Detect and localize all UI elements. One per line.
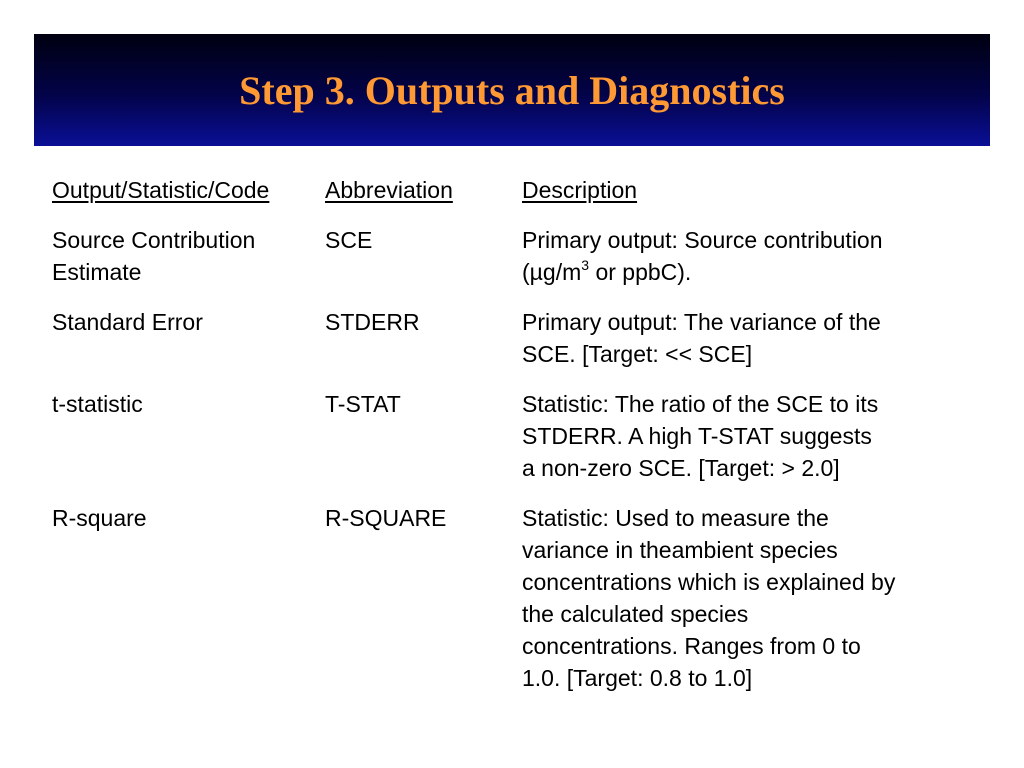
description-text-end: or ppbC). — [589, 259, 692, 285]
cell-description: Primary output: The variance of the SCE. [Target: << SCE] — [522, 309, 881, 367]
header-abbreviation: Abbreviation — [325, 177, 453, 203]
table-row — [52, 224, 972, 288]
header-output: Output/Statistic/Code — [52, 177, 270, 203]
cell-abbreviation: SCE — [325, 227, 373, 253]
superscript: 3 — [581, 257, 590, 273]
cell-output: R-square — [52, 505, 147, 531]
cell-output: t-statistic — [52, 391, 143, 417]
description-text: Primary output: Source contribution (µg/m — [522, 227, 883, 285]
header-description: Description — [522, 177, 638, 203]
cell-description: Statistic: Used to measure the variance in theambient species concentrations which is explained by the calculated species concentrations. Ranges from 0 to 1.0. [Target: 0.8 to 1.0] — [522, 505, 896, 691]
slide-title: Step 3. Outputs and Diagnostics — [239, 67, 785, 113]
title-bar — [34, 34, 990, 146]
table-row — [52, 306, 972, 370]
outputs-table — [52, 174, 972, 712]
cell-abbreviation: R-SQUARE — [325, 505, 447, 531]
cell-abbreviation: STDERR — [325, 309, 420, 335]
table-header-row — [52, 174, 972, 206]
cell-output: Source Contribution Estimate — [52, 227, 256, 285]
cell-abbreviation: T-STAT — [325, 391, 401, 417]
cell-output: Standard Error — [52, 309, 203, 335]
table-row — [52, 388, 972, 484]
cell-description: Statistic: The ratio of the SCE to its STDERR. A high T-STAT suggests a non-zero SCE. [Target: > 2.0] — [522, 391, 879, 481]
cell-description — [522, 224, 962, 288]
table-row — [52, 502, 972, 694]
